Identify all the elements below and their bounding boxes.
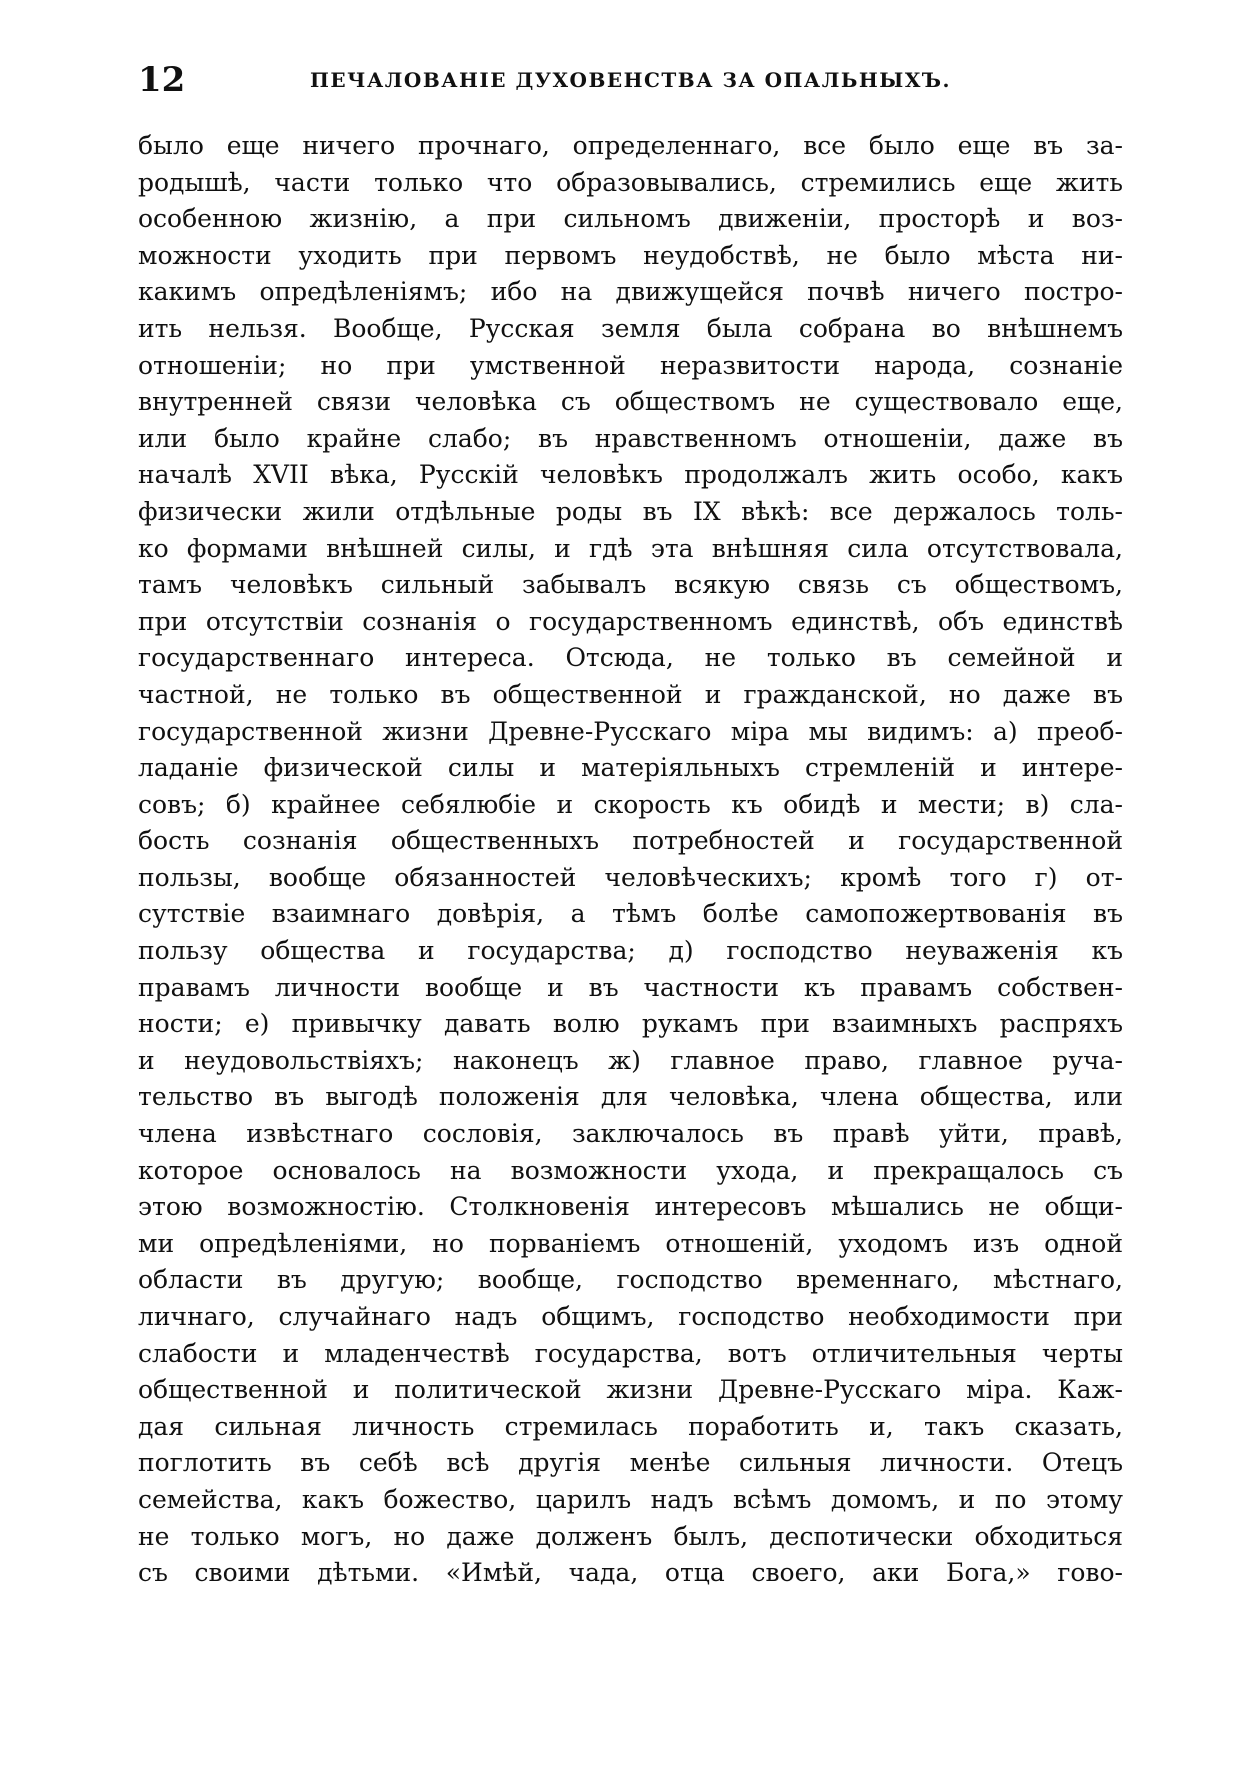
text-line: тамъ человѣкъ сильный забывалъ всякую связь съ обществомъ, — [138, 570, 1123, 600]
text-line: бость сознанія общественныхъ потребностей и государственной — [138, 826, 1123, 856]
text-line: частной, не только въ общественной и гражданской, но даже въ — [138, 679, 1123, 709]
text-line: общественной и политической жизни Древне-Русскаго міра. Каж- — [138, 1375, 1123, 1405]
text-line: совъ; б) крайнее себялюбіе и скорость къ обидѣ и мести; в) сла- — [138, 789, 1123, 819]
text-line: тельство въ выгодѣ положенія для человѣка, члена общества, или — [138, 1082, 1123, 1112]
text-line: области въ другую; вообще, господство временнаго, мѣстнаго, — [138, 1265, 1123, 1295]
text-line: личнаго, случайнаго надъ общимъ, господство необходимости при — [138, 1302, 1123, 1331]
body-text — [138, 128, 1123, 1592]
text-line: отношеніи; но при умственной неразвитости народа, сознаніе — [138, 350, 1123, 380]
text-line: особенною жизнію, а при сильномъ движеніи, просторѣ и воз- — [138, 204, 1123, 234]
text-line: которое основалось на возможности ухода, и прекращалось съ — [138, 1155, 1123, 1185]
text-line: ми опредѣленіями, но порваніемъ отношеній, уходомъ изъ одной — [138, 1228, 1123, 1258]
text-line: государственнаго интереса. Отсюда, не только въ семейной и — [138, 643, 1123, 673]
text-line: ко формами внѣшней силы, и гдѣ эта внѣшняя сила отсутствовала, — [138, 533, 1123, 563]
text-line: поглотить въ себѣ всѣ другія менѣе сильныя личности. Отецъ — [138, 1448, 1123, 1478]
text-line: можности уходить при первомъ неудобствѣ, не было мѣста ни- — [138, 240, 1123, 270]
text-line: пользы, вообще обязанностей человѣческихъ; кромѣ того г) от- — [138, 862, 1123, 892]
text-line: или было крайне слабо; въ нравственномъ отношеніи, даже въ — [138, 423, 1123, 453]
text-line: этою возможностію. Столкновенія интересовъ мѣшались не общи- — [138, 1192, 1123, 1222]
text-line: пользу общества и государства; д) господство неуваженія къ — [138, 936, 1123, 966]
text-line: члена извѣстнаго сословія, заключалось въ правѣ уйти, правѣ, — [138, 1119, 1123, 1149]
text-line: семейства, какъ божество, царилъ надъ всѣмъ домомъ, и по этому — [138, 1484, 1123, 1514]
text-line: и неудовольствіяхъ; наконецъ ж) главное право, главное руча- — [138, 1045, 1123, 1075]
text-line: при отсутствіи сознанія о государственномъ единствѣ, объ единствѣ — [138, 606, 1123, 636]
text-line: правамъ личности вообще и въ частности къ правамъ собствен- — [138, 972, 1123, 1002]
running-head — [138, 60, 1123, 100]
running-title: ПЕЧАЛОВАНІЕ ДУХОВЕНСТВА ЗА ОПАЛЬНЫХЪ. — [310, 68, 951, 92]
text-line: какимъ опредѣленіямъ; ибо на движущейся почвѣ ничего постро- — [138, 277, 1123, 307]
text-line: ить нельзя. Вообще, Русская земля была собрана во внѣшнемъ — [138, 313, 1123, 343]
page-number: 12 — [138, 60, 186, 100]
text-line: слабости и младенчествѣ государства, вотъ отличительныя черты — [138, 1338, 1123, 1368]
text-line: физически жили отдѣльные роды въ IX вѣкѣ: все держалось толь- — [138, 496, 1123, 526]
text-line: ладаніе физической силы и матеріяльныхъ стремленій и интере- — [138, 753, 1123, 783]
text-line: съ своими дѣтьми. «Имѣй, чада, отца своего, аки Бога,» гово- — [138, 1558, 1123, 1588]
text-line: ности; е) привычку давать волю рукамъ при взаимныхъ распряхъ — [138, 1009, 1123, 1039]
text-line: сутствіе взаимнаго довѣрія, а тѣмъ болѣе самопожертвованія въ — [138, 899, 1123, 929]
text-line: дая сильная личность стремилась поработить и, такъ сказать, — [138, 1411, 1123, 1441]
text-line: было еще ничего прочнаго, определеннаго, все было еще въ за- — [138, 131, 1123, 160]
text-line: родышѣ, части только что образовывались, стремились еще жить — [138, 167, 1123, 197]
text-line: не только могъ, но даже долженъ былъ, деспотически обходиться — [138, 1521, 1123, 1551]
text-line: началѣ XVII вѣка, Русскій человѣкъ продолжалъ жить особо, какъ — [138, 460, 1123, 490]
text-line: государственной жизни Древне-Русскаго міра мы видимъ: а) преоб- — [138, 716, 1123, 746]
text-line: внутренней связи человѣка съ обществомъ не существовало еще, — [138, 387, 1123, 417]
